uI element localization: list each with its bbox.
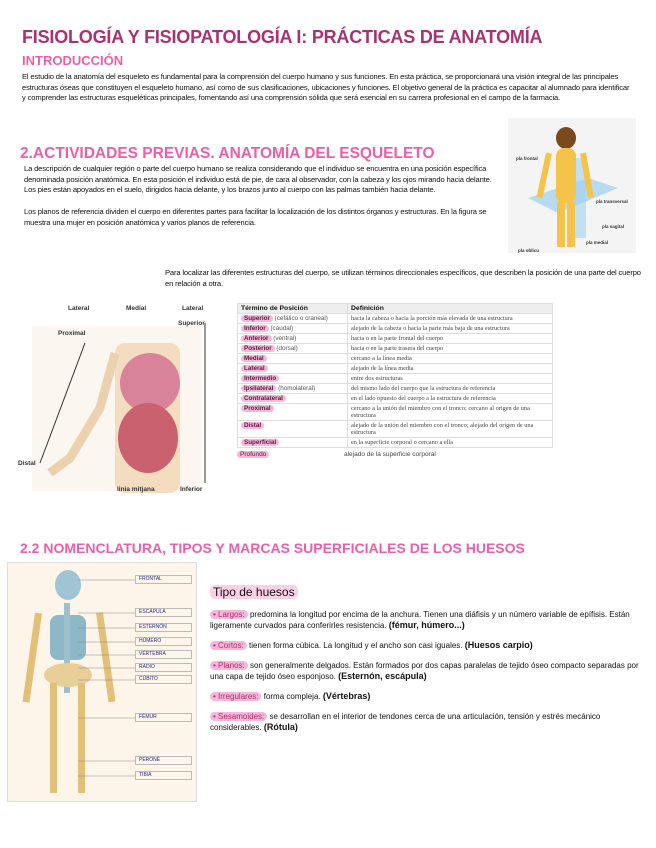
bone-type-item <box>210 711 640 733</box>
definition: alejado de la unión del miembro con el tronco; alejado del origen de una estructura <box>348 421 553 438</box>
bone-type-name: • Irregulares: <box>210 692 261 701</box>
definition: en la superficie corporal o cercano a ella <box>348 438 553 448</box>
definition: cercano a la línea media <box>348 354 553 364</box>
definition-profundo: alejado de la superficie corporal <box>344 451 436 458</box>
term: Ipsilateral <box>241 385 276 392</box>
position-terms-table <box>237 303 553 458</box>
body-directions-figure <box>10 298 230 503</box>
term: Superficial <box>241 439 279 446</box>
plane-label: pla transversal <box>596 199 628 204</box>
bone-type-example: (Vértebras) <box>322 691 371 701</box>
definition: en el lado opuesto del cuerpo a la estructura de referencia <box>348 394 553 404</box>
bone-type-example: (Esternón, escápula) <box>338 671 427 681</box>
table-row <box>238 354 553 364</box>
table-row <box>238 384 553 394</box>
term: Intermedio <box>241 375 279 382</box>
definition: hacia o en la parte trasera del cuerpo <box>348 344 553 354</box>
term: Proximal <box>241 405 274 412</box>
section2-paragraph: La descripción de cualquier región o parte del cuerpo humano se realiza considerando que el individuo se encuentra en una posición específica denominada posición anatómica. En esta posición el individuo está de pie, de cara al observador, con la cabeza y los ojos mirando hacia delante. Los pies están apoyados en el suelo, dirigidos hacia delante, y los brazos junto al cuerpo con las palmas también hacia delante. <box>24 164 492 195</box>
plane-label: pla oblicu <box>518 248 540 253</box>
term: Inferior <box>241 325 269 332</box>
term: Medial <box>241 355 267 362</box>
section2-heading: 2.ACTIVIDADES PREVIAS. ANATOMÍA DEL ESQUELETO <box>20 145 435 162</box>
distal-label: Distal <box>18 460 36 467</box>
plane-label: pla sagital <box>602 224 625 229</box>
term-note: (homolateral) <box>278 385 316 392</box>
table-header: Definición <box>348 304 553 314</box>
term: Contralateral <box>241 395 286 402</box>
bone-type-text: forma compleja. <box>263 692 321 701</box>
bone-type-name: • Largos: <box>210 610 248 619</box>
bone-label: FÉMUR <box>135 713 192 722</box>
bone-type-item <box>210 691 640 702</box>
table-row <box>238 364 553 374</box>
bone-label: FRONTAL <box>135 575 192 584</box>
bone-type-text: son generalmente delgados. Están formados por dos capas paralelas de tejido óseo compacto separadas por una capa de tejido óseo esponjoso. <box>210 661 639 681</box>
table-row <box>238 404 553 421</box>
bone-label: CÚBITO <box>135 675 192 684</box>
bone-type-text: predomina la longitud por encima de la anchura. Tienen una diáfisis y un número variable de epífisis. Están ligeramente curvados para conferirles resistencia. <box>210 610 630 630</box>
bone-type-example: (Rótula) <box>263 722 298 732</box>
bone-type-item <box>210 609 640 631</box>
lateral-label: Lateral <box>68 305 90 312</box>
bone-type-example: (Huesos carpio) <box>464 640 533 650</box>
proximal-label: Proximal <box>58 330 86 337</box>
term: Posterior <box>241 345 275 352</box>
table-row <box>238 344 553 354</box>
bone-label: HÚMERO <box>135 637 192 646</box>
intro-text: El estudio de la anatomía del esqueleto es fundamental para la comprensión del cuerpo humano y sus funciones. En esta práctica, se proporcionará una visión integral de las principales estructuras óseas que constituyen el esqueleto humano, así como de sus clasificaciones, ubicaciones y funciones. El objetivo general de la práctica es capacitar al alumnado para identificar y comprender las estructuras esqueléticas principales, fomentando así una comprensión sólida que será esencial en su carrera profesional en el campo de la farmacia. <box>22 72 630 103</box>
term-note: (ventral) <box>273 335 297 342</box>
table-row <box>238 421 553 438</box>
page-title: FISIOLOGÍA Y FISIOPATOLOGÍA I: PRÁCTICAS DE ANATOMÍA <box>22 27 543 47</box>
skeleton-figure <box>7 562 197 802</box>
term: Anterior <box>241 335 272 342</box>
definition: alejado de la cabeza o hacia la parte más baja de una estructura <box>348 324 553 334</box>
term: Lateral <box>241 365 268 372</box>
table-row <box>238 334 553 344</box>
lateral-label: Lateral <box>182 305 204 312</box>
definition: alejado de la línea media <box>348 364 553 374</box>
term: Distal <box>241 422 264 429</box>
table-header: Término de Posición <box>238 304 348 314</box>
table-row <box>238 438 553 448</box>
definition: del mismo lado del cuerpo que la estructura de referencia <box>348 384 553 394</box>
term-profundo: Profundo <box>237 451 269 458</box>
anatomical-planes-figure <box>508 118 636 253</box>
bone-types-title: Tipo de huesos <box>210 585 298 599</box>
table-row <box>238 324 553 334</box>
superior-label: Superior <box>178 320 205 327</box>
plane-label: pla frontal <box>516 156 538 161</box>
definition: hacia la cabeza o hacia la porción más elevada de una estructura <box>348 314 553 324</box>
bone-label: ESCÁPULA <box>135 608 192 617</box>
intro-heading: INTRODUCCIÓN <box>22 53 124 68</box>
table-row <box>238 314 553 324</box>
section22-heading: 2.2 NOMENCLATURA, TIPOS Y MARCAS SUPERFICIALES DE LOS HUESOS <box>20 540 525 556</box>
term-note: (dorsal) <box>276 345 298 352</box>
definition: cercano a la unión del miembro con el tronco; cercano al origen de una estructura <box>348 404 553 421</box>
term-note: (cefálico o craneal) <box>274 315 328 322</box>
bone-type-example: (fémur, húmero...) <box>388 620 465 630</box>
medial-label: Medial <box>126 305 147 312</box>
definition: hacia o en la parte frontal del cuerpo <box>348 334 553 344</box>
bone-type-item <box>210 660 640 682</box>
bone-label: ESTERNÓN <box>135 623 192 632</box>
bone-type-text: tienen forma cúbica. La longitud y el ancho son casi iguales. <box>249 641 463 650</box>
bone-types <box>210 585 640 742</box>
definition: entre dos estructuras <box>348 374 553 384</box>
table-row <box>238 374 553 384</box>
bone-type-text: se desarrollan en el interior de tendones cerca de una articulación, tensión y estrés mecánico considerables. <box>210 712 601 732</box>
inferior-label: Inferior <box>180 486 203 493</box>
term-note: (caudal) <box>270 325 294 332</box>
midline-label: linia mitjana <box>117 486 155 493</box>
bone-type-item <box>210 640 640 651</box>
bone-type-name: • Sesamoides: <box>210 712 267 721</box>
plane-label: pla medial <box>586 240 609 245</box>
bone-label: VÉRTEBRA <box>135 650 192 659</box>
term: Superior <box>241 315 273 322</box>
directional-terms-intro: Para localizar las diferentes estructuras del cuerpo, se utilizan términos direccionales específicos, que describen la posición de una parte del cuerpo en relación a otra. <box>165 268 641 288</box>
bone-label: RADIO <box>135 663 192 672</box>
bone-label: PERONÉ <box>135 756 192 765</box>
table-row <box>238 394 553 404</box>
bone-label: TIBIA <box>135 771 192 780</box>
bone-type-name: • Cortos: <box>210 641 247 650</box>
section2-paragraph: Los planos de referencia dividen el cuerpo en diferentes partes para facilitar la localización de los distintos órganos y estructuras. En la figura se muestra una mujer en posición anatómica y varios planos de referencia. <box>24 207 487 227</box>
bone-type-name: • Planos: <box>210 661 248 670</box>
